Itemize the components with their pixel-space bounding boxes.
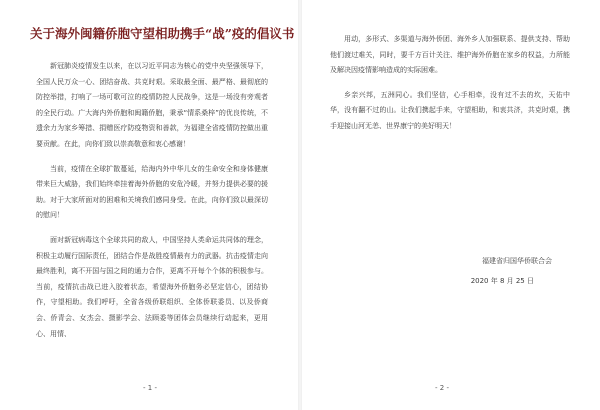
document-title: 关于海外闽籍侨胞守望相助携手“战”疫的倡议书 bbox=[30, 26, 295, 41]
left-body-text bbox=[36, 59, 268, 351]
paragraph: 当前，疫情在全球扩散蔓延，给海内外中华儿女的生命安全和身体健康带来巨大威胁，我们始终牵挂着海外侨胞的安危冷暖，并努力提供必要的援助。对于大家所面对的困难和关境我们感同身受。在此，向你们致以最深切的慰问！ bbox=[36, 164, 268, 220]
paragraph: 面对新冠病毒这个全球共同的敌人，中国坚持人类命运共同体的理念，积极主动履行国际责任，团结合作是战胜疫情最有力的武器。抗击疫情走向最终胜利，离不开国与国之间的通力合作，更离不开每个个体的积极参与。当前，疫情抗击战已进入胶着状态，希望海外侨胞务必坚定信心，团结协作，守望相助。我们呼吁，全省各级侨联组织、全体侨联委员、以及侨商会、侨青会、女杰会、摄影学会、法顾委等团体会员继续行动起来，更用心、用情、 bbox=[36, 235, 268, 338]
page-number: - 2 - bbox=[435, 384, 449, 392]
page-right bbox=[302, 0, 600, 410]
page-number: - 1 - bbox=[143, 384, 157, 392]
signature-date: 2020 年 8 月 25 日 bbox=[470, 277, 534, 285]
page-left bbox=[0, 0, 298, 410]
right-body-text bbox=[330, 32, 570, 144]
paragraph: 用动，多形式、多渠道与海外侨团、海外乡人加强联系、提供支持、帮助他们渡过难关，同时，要千方百计关注、维护海外侨胞在家乡的权益，力所能及解决因疫情影响造成的实际困难。 bbox=[330, 35, 570, 75]
paragraph: 乡亲兴邦，五洲同心。我们坚信，心手相牵，没有过不去的坎，天佑中华，没有翻不过的山。让我们携起手来，守望相助，和衷共济，共克时艰，携手迎接山河无恙、世界康宁的美好明天！ bbox=[330, 90, 570, 130]
signature-organization: 福建省归国华侨联合会 bbox=[482, 257, 552, 265]
paragraph: 新冠肺炎疫情发生以来，在以习近平同志为核心的党中央坚强领导下，全国人民万众一心、团结奋战、共克时艰。采取最全面、最严格、最彻底的防控举措，打响了一场可歌可泣的疫情防控人民战争，这是一场没有旁观者的全民行动。广大海内外侨胞和闽籍侨胞，秉承“情系桑梓”的优良传统，不遗余力为家乡筹措、捐赠医疗防疫物资和善款，为福建全省疫情防控做出重要贡献。在此，向你们致以崇高敬意和衷心感谢！ bbox=[36, 62, 268, 148]
